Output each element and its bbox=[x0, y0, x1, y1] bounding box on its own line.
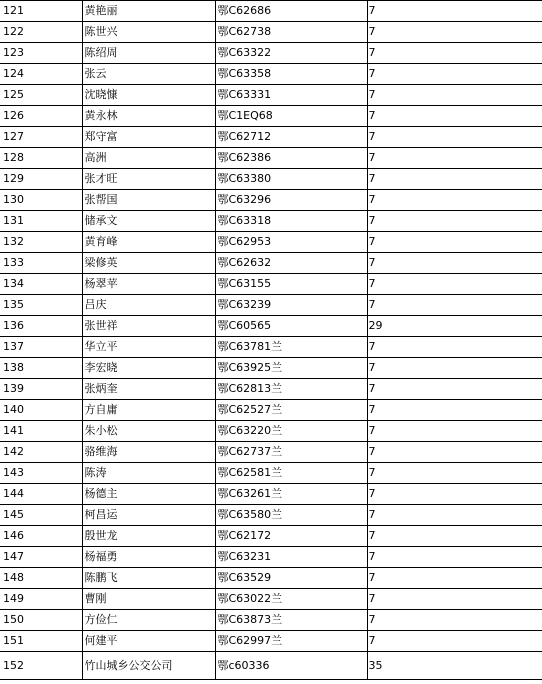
name-cell[interactable]: 华立平 bbox=[82, 337, 215, 358]
plate-number-cell[interactable]: 鄂C60565 bbox=[215, 316, 367, 337]
value-cell[interactable]: 35 bbox=[367, 652, 542, 680]
plate-number-cell[interactable]: 鄂C62386 bbox=[215, 148, 367, 169]
row-number-cell[interactable]: 138 bbox=[0, 358, 82, 379]
row-number-cell[interactable]: 150 bbox=[0, 610, 82, 631]
row-number-cell[interactable]: 137 bbox=[0, 337, 82, 358]
table-row bbox=[0, 316, 542, 337]
plate-number-cell[interactable]: 鄂C63022兰 bbox=[215, 589, 367, 610]
table-row bbox=[0, 568, 542, 589]
value-cell[interactable]: 7 bbox=[367, 421, 542, 442]
row-number-cell[interactable]: 133 bbox=[0, 253, 82, 274]
row-number-cell[interactable]: 124 bbox=[0, 64, 82, 85]
plate-number-cell[interactable]: 鄂C63296 bbox=[215, 190, 367, 211]
name-cell[interactable]: 黄艳丽 bbox=[82, 1, 215, 22]
plate-number-cell[interactable]: 鄂C62997兰 bbox=[215, 631, 367, 652]
row-number-cell[interactable]: 132 bbox=[0, 232, 82, 253]
row-number-cell[interactable]: 142 bbox=[0, 442, 82, 463]
plate-number-cell[interactable]: 鄂C63380 bbox=[215, 169, 367, 190]
plate-number-cell[interactable]: 鄂C63358 bbox=[215, 64, 367, 85]
table-row bbox=[0, 631, 542, 652]
row-number-cell[interactable]: 148 bbox=[0, 568, 82, 589]
name-cell[interactable]: 梁修英 bbox=[82, 253, 215, 274]
value-cell[interactable]: 7 bbox=[367, 400, 542, 421]
value-cell[interactable]: 7 bbox=[367, 442, 542, 463]
table-row bbox=[0, 547, 542, 568]
name-cell[interactable]: 李宏晓 bbox=[82, 358, 215, 379]
row-number-cell[interactable]: 123 bbox=[0, 43, 82, 64]
value-cell[interactable]: 7 bbox=[367, 253, 542, 274]
name-cell[interactable]: 陈涛 bbox=[82, 463, 215, 484]
plate-number-cell[interactable]: 鄂C63239 bbox=[215, 295, 367, 316]
row-number-cell[interactable]: 139 bbox=[0, 379, 82, 400]
table-row bbox=[0, 43, 542, 64]
value-cell[interactable]: 7 bbox=[367, 337, 542, 358]
table-row bbox=[0, 1, 542, 22]
value-cell[interactable]: 7 bbox=[367, 484, 542, 505]
row-number-cell[interactable]: 134 bbox=[0, 274, 82, 295]
row-number-cell[interactable]: 144 bbox=[0, 484, 82, 505]
table-row bbox=[0, 106, 542, 127]
table-row bbox=[0, 22, 542, 43]
plate-number-cell[interactable]: 鄂C62632 bbox=[215, 253, 367, 274]
plate-number-cell[interactable]: 鄂C1EQ68 bbox=[215, 106, 367, 127]
table-row bbox=[0, 211, 542, 232]
name-cell[interactable]: 骆维海 bbox=[82, 442, 215, 463]
table-row bbox=[0, 442, 542, 463]
row-number-cell[interactable]: 127 bbox=[0, 127, 82, 148]
value-cell[interactable]: 7 bbox=[367, 526, 542, 547]
plate-number-cell[interactable]: 鄂C63220兰 bbox=[215, 421, 367, 442]
value-cell[interactable]: 7 bbox=[367, 64, 542, 85]
value-cell[interactable]: 7 bbox=[367, 22, 542, 43]
value-cell[interactable]: 7 bbox=[367, 106, 542, 127]
value-cell[interactable]: 7 bbox=[367, 148, 542, 169]
plate-number-cell[interactable]: 鄂C63322 bbox=[215, 43, 367, 64]
table-row bbox=[0, 589, 542, 610]
table-row bbox=[0, 85, 542, 106]
row-number-cell[interactable]: 126 bbox=[0, 106, 82, 127]
value-cell[interactable]: 7 bbox=[367, 127, 542, 148]
value-cell[interactable]: 7 bbox=[367, 568, 542, 589]
plate-number-cell[interactable]: 鄂C63261兰 bbox=[215, 484, 367, 505]
table-row bbox=[0, 148, 542, 169]
value-cell[interactable]: 7 bbox=[367, 43, 542, 64]
table-row bbox=[0, 169, 542, 190]
plate-number-cell[interactable]: 鄂C63580兰 bbox=[215, 505, 367, 526]
plate-number-cell[interactable]: 鄂C62527兰 bbox=[215, 400, 367, 421]
name-cell[interactable]: 吕庆 bbox=[82, 295, 215, 316]
row-number-cell[interactable]: 122 bbox=[0, 22, 82, 43]
table-row bbox=[0, 421, 542, 442]
table-row bbox=[0, 610, 542, 631]
name-cell[interactable]: 陈世兴 bbox=[82, 22, 215, 43]
plate-number-cell[interactable]: 鄂C62737兰 bbox=[215, 442, 367, 463]
table-row bbox=[0, 505, 542, 526]
value-cell[interactable]: 7 bbox=[367, 379, 542, 400]
table-row bbox=[0, 463, 542, 484]
name-cell[interactable]: 竹山城乡公交公司 bbox=[82, 652, 215, 680]
row-number-cell[interactable]: 125 bbox=[0, 85, 82, 106]
table-body bbox=[0, 1, 542, 680]
row-number-cell[interactable]: 130 bbox=[0, 190, 82, 211]
name-cell[interactable]: 杨福勇 bbox=[82, 547, 215, 568]
value-cell[interactable]: 7 bbox=[367, 169, 542, 190]
plate-number-cell[interactable]: 鄂C62686 bbox=[215, 1, 367, 22]
table-row bbox=[0, 652, 542, 680]
value-cell[interactable]: 7 bbox=[367, 463, 542, 484]
plate-number-cell[interactable]: 鄂C63231 bbox=[215, 547, 367, 568]
name-cell[interactable]: 郑守富 bbox=[82, 127, 215, 148]
name-cell[interactable]: 杨德主 bbox=[82, 484, 215, 505]
value-cell[interactable]: 7 bbox=[367, 190, 542, 211]
table-row bbox=[0, 127, 542, 148]
table-row bbox=[0, 232, 542, 253]
table-row bbox=[0, 337, 542, 358]
value-cell[interactable]: 7 bbox=[367, 589, 542, 610]
value-cell[interactable]: 7 bbox=[367, 610, 542, 631]
row-number-cell[interactable]: 136 bbox=[0, 316, 82, 337]
plate-number-cell[interactable]: 鄂C63925兰 bbox=[215, 358, 367, 379]
name-cell[interactable]: 杨翠苹 bbox=[82, 274, 215, 295]
name-cell[interactable]: 沈晓慷 bbox=[82, 85, 215, 106]
name-cell[interactable]: 方自庸 bbox=[82, 400, 215, 421]
name-cell[interactable]: 黄育峰 bbox=[82, 232, 215, 253]
row-number-cell[interactable]: 143 bbox=[0, 463, 82, 484]
name-cell[interactable]: 张炳奎 bbox=[82, 379, 215, 400]
row-number-cell[interactable]: 135 bbox=[0, 295, 82, 316]
value-cell[interactable]: 7 bbox=[367, 547, 542, 568]
name-cell[interactable]: 何建平 bbox=[82, 631, 215, 652]
name-cell[interactable]: 黄永林 bbox=[82, 106, 215, 127]
plate-number-cell[interactable]: 鄂C62581兰 bbox=[215, 463, 367, 484]
plate-number-cell[interactable]: 鄂c60336 bbox=[215, 652, 367, 680]
name-cell[interactable]: 柯昌运 bbox=[82, 505, 215, 526]
table-row bbox=[0, 295, 542, 316]
value-cell[interactable]: 7 bbox=[367, 85, 542, 106]
table-row bbox=[0, 358, 542, 379]
name-cell[interactable]: 陈鹏飞 bbox=[82, 568, 215, 589]
row-number-cell[interactable]: 121 bbox=[0, 1, 82, 22]
plate-number-cell[interactable]: 鄂C62953 bbox=[215, 232, 367, 253]
table-row bbox=[0, 379, 542, 400]
plate-number-cell[interactable]: 鄂C63873兰 bbox=[215, 610, 367, 631]
name-cell[interactable]: 张才旺 bbox=[82, 169, 215, 190]
name-cell[interactable]: 陈绍周 bbox=[82, 43, 215, 64]
table-row bbox=[0, 400, 542, 421]
name-cell[interactable]: 储承文 bbox=[82, 211, 215, 232]
value-cell[interactable]: 7 bbox=[367, 232, 542, 253]
plate-number-cell[interactable]: 鄂C63331 bbox=[215, 85, 367, 106]
row-number-cell[interactable]: 141 bbox=[0, 421, 82, 442]
name-cell[interactable]: 曹刚 bbox=[82, 589, 215, 610]
table-row bbox=[0, 526, 542, 547]
value-cell[interactable]: 7 bbox=[367, 505, 542, 526]
value-cell[interactable]: 7 bbox=[367, 274, 542, 295]
value-cell[interactable]: 29 bbox=[367, 316, 542, 337]
table-row bbox=[0, 253, 542, 274]
plate-number-cell[interactable]: 鄂C63529 bbox=[215, 568, 367, 589]
row-number-cell[interactable]: 131 bbox=[0, 211, 82, 232]
plate-number-cell[interactable]: 鄂C63155 bbox=[215, 274, 367, 295]
table-row bbox=[0, 190, 542, 211]
name-cell[interactable]: 张云 bbox=[82, 64, 215, 85]
plate-number-cell[interactable]: 鄂C62813兰 bbox=[215, 379, 367, 400]
row-number-cell[interactable]: 151 bbox=[0, 631, 82, 652]
value-cell[interactable]: 7 bbox=[367, 295, 542, 316]
plate-number-cell[interactable]: 鄂C63318 bbox=[215, 211, 367, 232]
row-number-cell[interactable]: 152 bbox=[0, 652, 82, 680]
table-row bbox=[0, 484, 542, 505]
row-number-cell[interactable]: 146 bbox=[0, 526, 82, 547]
row-number-cell[interactable]: 140 bbox=[0, 400, 82, 421]
name-cell[interactable]: 张帮国 bbox=[82, 190, 215, 211]
row-number-cell[interactable]: 129 bbox=[0, 169, 82, 190]
value-cell[interactable]: 7 bbox=[367, 211, 542, 232]
plate-number-cell[interactable]: 鄂C62712 bbox=[215, 127, 367, 148]
name-cell[interactable]: 殷世龙 bbox=[82, 526, 215, 547]
plate-number-cell[interactable]: 鄂C62172 bbox=[215, 526, 367, 547]
value-cell[interactable]: 7 bbox=[367, 1, 542, 22]
name-cell[interactable]: 方俭仁 bbox=[82, 610, 215, 631]
value-cell[interactable]: 7 bbox=[367, 358, 542, 379]
value-cell[interactable]: 7 bbox=[367, 631, 542, 652]
row-number-cell[interactable]: 147 bbox=[0, 547, 82, 568]
row-number-cell[interactable]: 128 bbox=[0, 148, 82, 169]
plate-number-cell[interactable]: 鄂C63781兰 bbox=[215, 337, 367, 358]
table-row bbox=[0, 64, 542, 85]
row-number-cell[interactable]: 149 bbox=[0, 589, 82, 610]
name-cell[interactable]: 高洲 bbox=[82, 148, 215, 169]
plate-number-cell[interactable]: 鄂C62738 bbox=[215, 22, 367, 43]
name-cell[interactable]: 张世祥 bbox=[82, 316, 215, 337]
row-number-cell[interactable]: 145 bbox=[0, 505, 82, 526]
table-row bbox=[0, 274, 542, 295]
name-cell[interactable]: 朱小松 bbox=[82, 421, 215, 442]
